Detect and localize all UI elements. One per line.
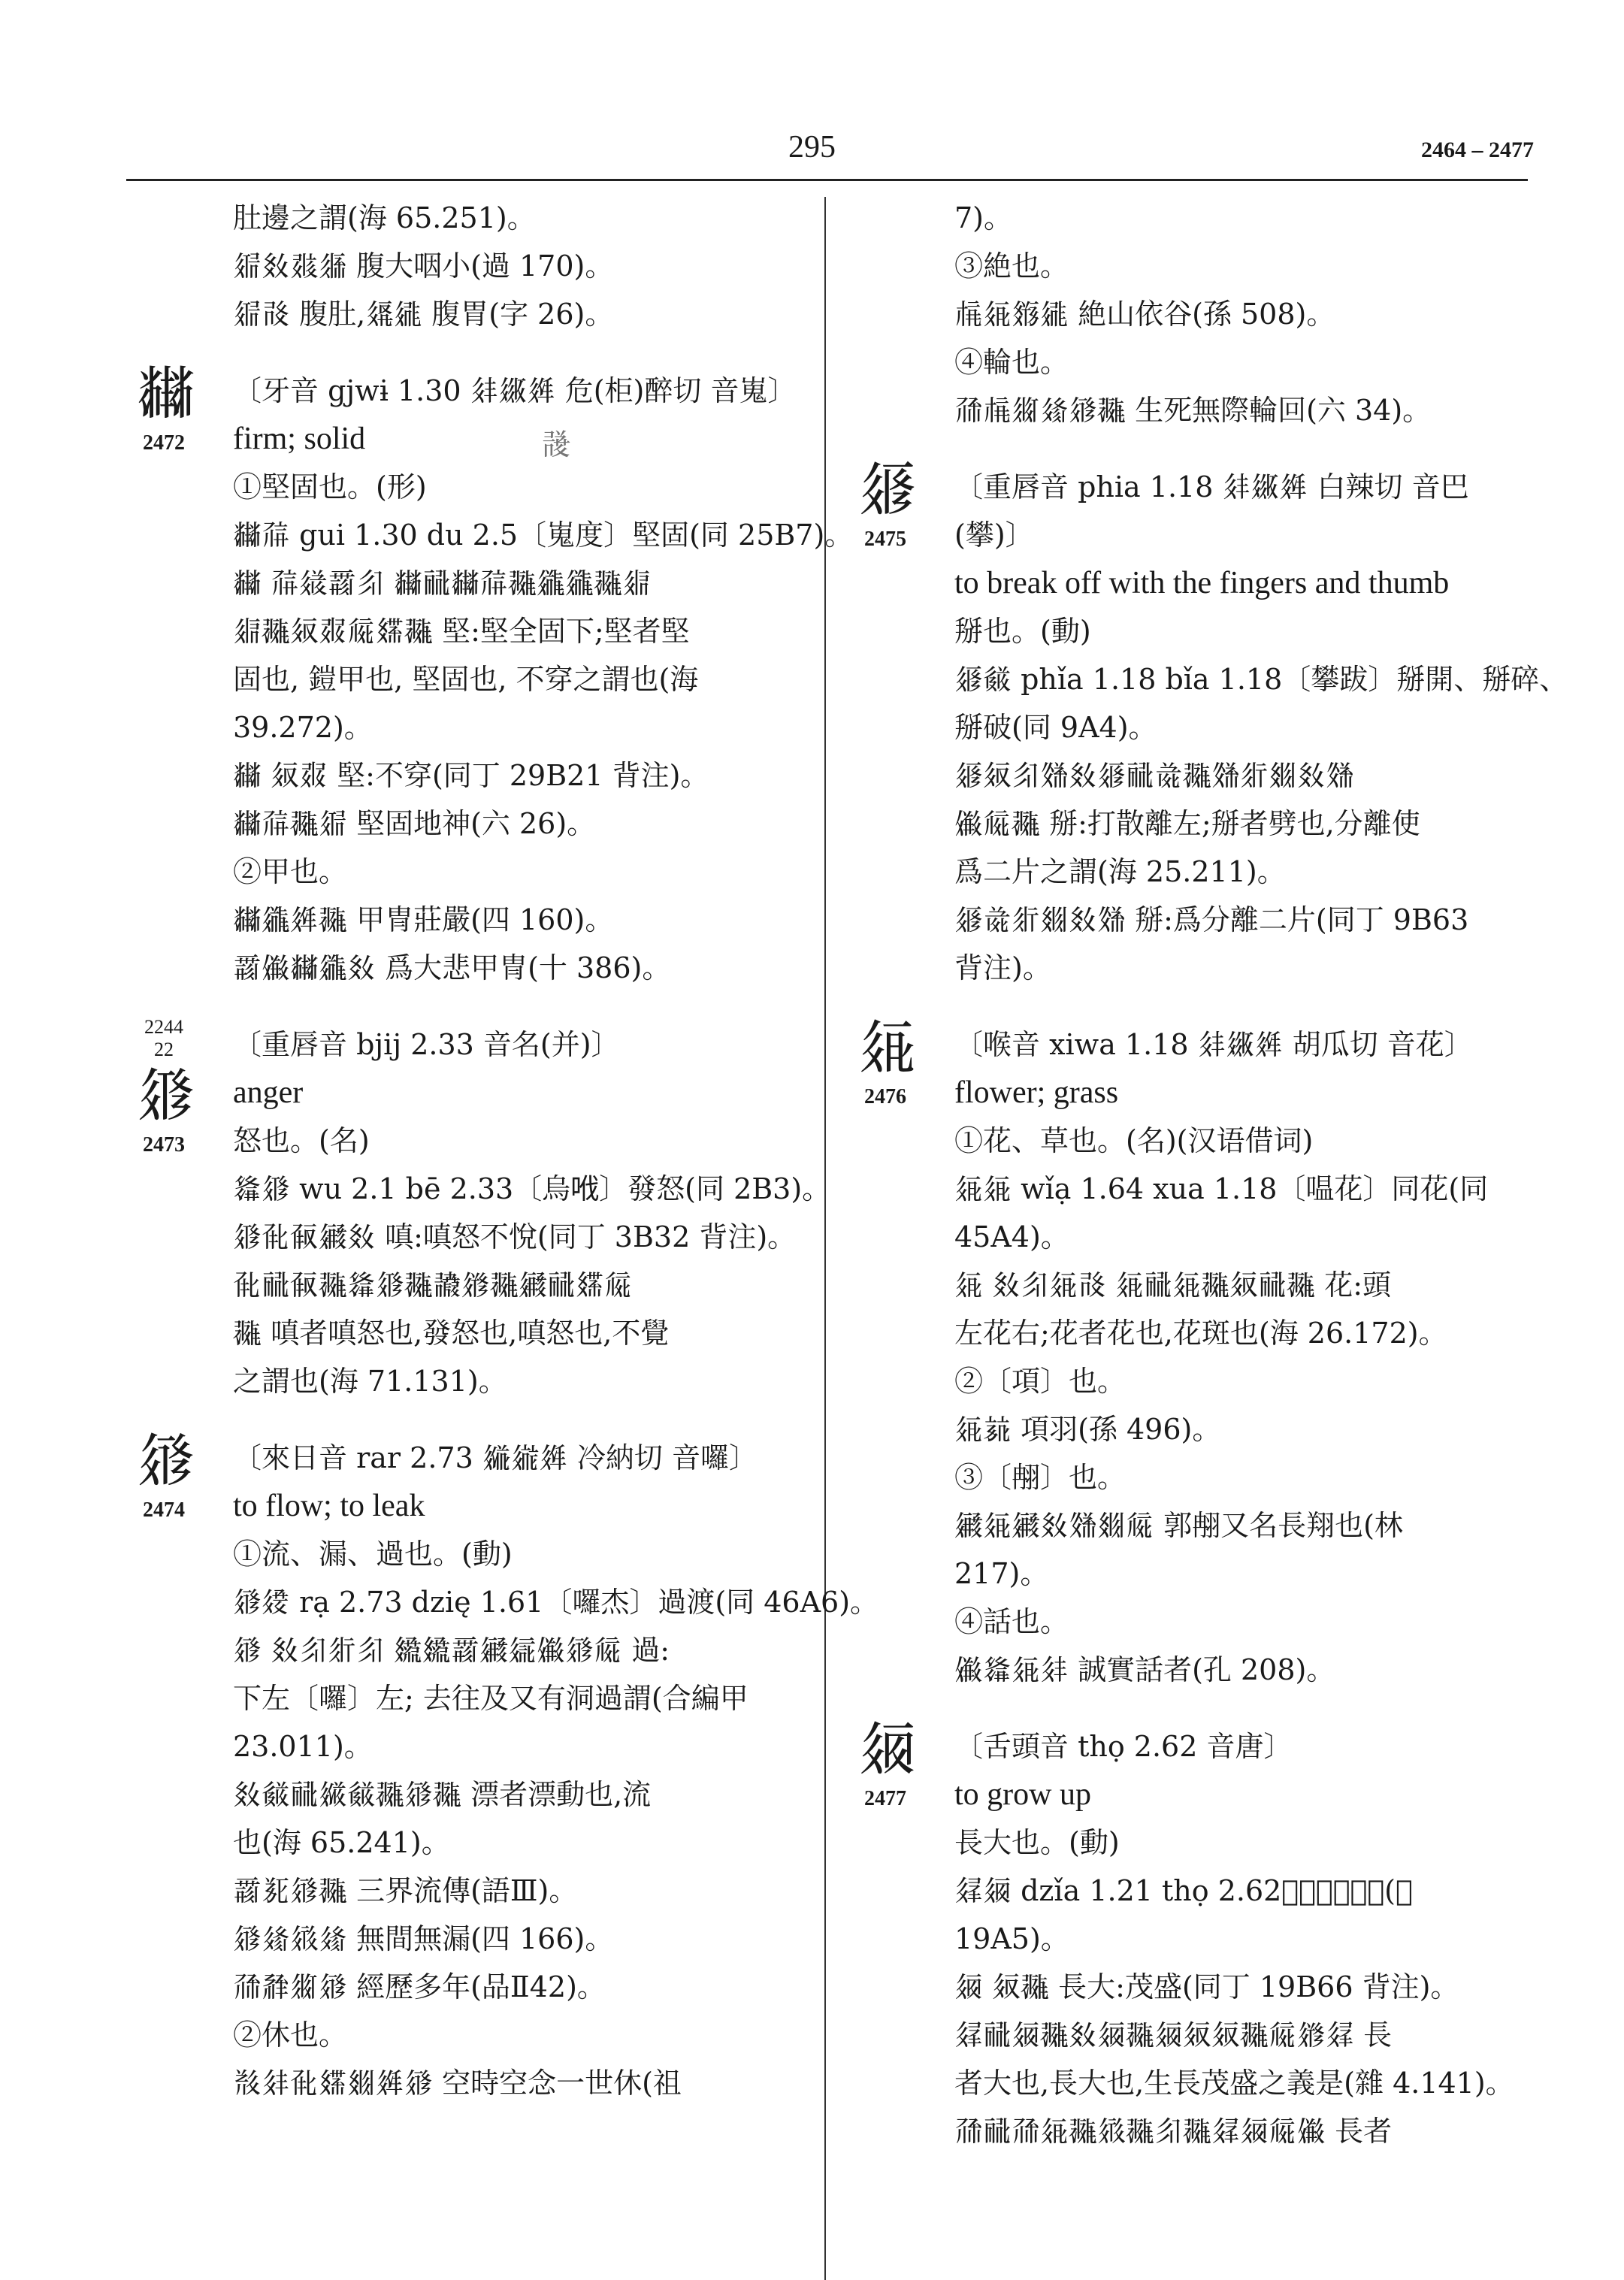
line-text: 7)。 bbox=[954, 201, 1013, 234]
line-text: 者大也,長大也,生長茂盛之義是(雜 4.141)。 bbox=[954, 2067, 1514, 2100]
headword-glyph: 𘂧 bbox=[137, 360, 196, 428]
line-text: 怒也。(名) bbox=[233, 1124, 370, 1157]
headword-glyph: 𗤅 bbox=[858, 1716, 918, 1783]
line-text: 下左〔囉〕左; 去往及又有洞過謂(合編甲 bbox=[233, 1682, 748, 1715]
line-text: 〔重唇音 bjij 2.33 音名(并)〕 bbox=[233, 1028, 620, 1061]
text-line bbox=[128, 559, 812, 607]
line-text: 𗤄𗤄 wǐạ 1.64 xua 1.18〔嗢花〕同花(同 bbox=[954, 1172, 1489, 1205]
text-line bbox=[128, 1016, 812, 1069]
line-text: 𗌮𗤁 wu 2.1 bē 2.33〔烏𠲎〕發怒(同 2B3)。 bbox=[233, 1172, 831, 1205]
line-text: 𗗙𗟻𗗙𗤄𗖵𗤻𗖵𗼃𗖵𗤮𗤅𗏁𗏹 長者 bbox=[954, 2115, 1393, 2148]
line-text: ③〔䎃〕也。 bbox=[954, 1461, 1127, 1494]
line-text: 45A4)。 bbox=[954, 1220, 1069, 1253]
handwritten-mark: 𘄍 bbox=[541, 428, 571, 461]
line-text: 〔舌頭音 thọ 2.62 音唐〕 bbox=[954, 1730, 1293, 1763]
text-line bbox=[128, 290, 812, 338]
line-text: 𘂧 𗗚𗧊𗵆𗼃 𘂧𗟻𘂧𗗚𗖵𗪟𗪟𗖵𗤋 bbox=[233, 567, 652, 600]
english-gloss: flower; grass bbox=[954, 1075, 1119, 1110]
text-line bbox=[849, 751, 1533, 800]
text-line bbox=[128, 1867, 812, 1915]
text-line bbox=[849, 1867, 1533, 1915]
text-line bbox=[128, 511, 854, 559]
line-text: ②甲也。 bbox=[233, 855, 348, 888]
entry-range: 2464 – 2477 bbox=[1421, 138, 1534, 162]
text-line bbox=[849, 559, 1533, 607]
line-text: 爲二片之謂(海 25.211)。 bbox=[954, 855, 1286, 888]
line-text: 背注)。 bbox=[954, 951, 1051, 984]
line-text: 𗏹𗌮𗤄𗢳 誠實話者(孔 208)。 bbox=[954, 1653, 1335, 1686]
line-text: 𗏹𗏁𗖵 掰:打散離左;掰者劈也,分離使 bbox=[954, 807, 1420, 840]
text-line bbox=[849, 1770, 1533, 1819]
header-rule bbox=[126, 179, 1528, 181]
headword-glyph: 𗤃 bbox=[858, 456, 918, 524]
english-gloss: firm; solid bbox=[233, 422, 366, 456]
line-text: 𘂧𗪟𗤶𗖵 甲冑莊嚴(四 160)。 bbox=[233, 903, 614, 936]
text-line bbox=[849, 511, 1533, 559]
line-text: 217)。 bbox=[954, 1557, 1049, 1590]
text-line bbox=[128, 800, 812, 848]
entry-number: 2473 bbox=[143, 1133, 185, 1157]
line-text: 𗤃𘊄 phǐa 1.18 bǐa 1.18〔攀跋〕掰開、掰碎、 bbox=[954, 663, 1568, 696]
text-line bbox=[849, 1646, 1533, 1694]
text-line bbox=[128, 1578, 879, 1626]
text-line bbox=[128, 415, 812, 463]
text-line bbox=[128, 655, 812, 703]
line-text: ①花、草也。(名)(汉语借词) bbox=[954, 1124, 1314, 1157]
headword-glyph: 𗤁 bbox=[137, 1063, 196, 1128]
text-line bbox=[128, 1261, 812, 1309]
text-line bbox=[849, 1014, 1533, 1081]
line-text: 肚邊之謂(海 65.251)。 bbox=[233, 201, 536, 234]
text-line bbox=[849, 896, 1533, 944]
entry-spacer bbox=[849, 1694, 1533, 1722]
text-line bbox=[849, 1819, 1533, 1867]
text-line bbox=[128, 1165, 831, 1213]
entry-spacer bbox=[128, 1405, 812, 1434]
line-text: (攀)〕 bbox=[954, 519, 1034, 552]
line-text: 𗗙𗴂𗼕𗤂 經歷多年(品Ⅱ42)。 bbox=[233, 1970, 606, 2003]
english-gloss: to break off with the fingers and thumb bbox=[954, 566, 1450, 600]
english-gloss: to flow; to leak bbox=[233, 1489, 425, 1523]
text-line bbox=[128, 751, 812, 800]
text-line bbox=[128, 944, 812, 992]
text-line bbox=[849, 1261, 1533, 1309]
text-line bbox=[128, 896, 812, 944]
line-text: 𘂧𗗚𗖵𗥇 堅固地神(六 26)。 bbox=[233, 807, 596, 840]
text-line bbox=[128, 848, 812, 896]
line-text: 𗥇𗰗 腹肚,𗥋𗧓 腹胃(字 26)。 bbox=[233, 298, 614, 331]
line-text: 39.272)。 bbox=[233, 711, 373, 744]
text-line bbox=[849, 290, 1533, 338]
text-line bbox=[849, 194, 1533, 242]
line-text: 𗾈𘊄𗟻𗧟𘊄𗖵𗤂𗖵 漂者漂動也,流 bbox=[233, 1778, 652, 1811]
left-column bbox=[128, 194, 879, 2107]
text-line bbox=[849, 1405, 1533, 1453]
headword-glyph: 𗤂 bbox=[137, 1427, 196, 1495]
line-text: ④話也。 bbox=[954, 1605, 1069, 1638]
text-line bbox=[849, 242, 1533, 290]
line-text: 𘃞𗢳𘆝𗿒𗾞𗤶𗤂 空時空念一世休(祖 bbox=[233, 2067, 682, 2100]
line-text: 𗪺𗤄𗪺𗾈𗽔𗾞𗏁 郭䎃又名長翔也(林 bbox=[954, 1509, 1403, 1542]
text-line bbox=[849, 1165, 1533, 1213]
text-line bbox=[849, 1357, 1533, 1405]
line-text: 𗤂𗦳𗤻𗦳 無間無漏(四 166)。 bbox=[233, 1922, 614, 1955]
text-line bbox=[849, 338, 1533, 386]
line-text: 𗤮𗤅 dzǐa 1.21 thọ 2.62〔𪼋唐〕長大(同 bbox=[954, 1874, 1413, 1907]
text-line bbox=[849, 944, 1533, 992]
text-line bbox=[128, 194, 812, 242]
line-text: 𗤂 𗾈𗼃𗼄𗼃 𗿷𗿷𗵆𗪺𗦇𗏹𗤂𗏁 過: bbox=[233, 1634, 670, 1667]
line-text: ②〔項〕也。 bbox=[954, 1365, 1127, 1398]
text-line bbox=[849, 2011, 1533, 2059]
line-text: 𗤂𗧕 rạ 2.73 dzię 1.61〔囉杰〕過渡(同 46A6)。 bbox=[233, 1586, 879, 1619]
text-line bbox=[128, 1063, 812, 1128]
line-text: 長大也。(動) bbox=[954, 1826, 1120, 1859]
text-line bbox=[128, 1482, 812, 1530]
line-text: 𘂧 𗢸𘄿 堅:不穿(同丁 29B21 背注)。 bbox=[233, 759, 709, 792]
text-line bbox=[849, 607, 1533, 655]
text-line bbox=[849, 848, 1533, 896]
line-text: 23.011)。 bbox=[233, 1730, 373, 1763]
text-line bbox=[849, 1550, 1533, 1598]
text-line bbox=[849, 386, 1533, 434]
text-line bbox=[849, 1213, 1533, 1261]
line-text: 𗤮𗟻𗤅𗖵𗾈𗤅𗖵𗤅𗢸𗢸𗖵𗏁𗧁𗤮 長 bbox=[954, 2018, 1393, 2052]
line-text: 〔來日音 rar 2.73 𗧞𗨁𗤶 冷納切 音囉〕 bbox=[233, 1441, 758, 1474]
text-line bbox=[128, 1770, 812, 1819]
line-text: 𘂧𗗚 gui 1.30 du 2.5〔嵬度〕堅固(同 25B7)。 bbox=[233, 519, 854, 552]
line-text: 𗤁𘆝𘆟𗪺𗾈 嗔:嗔怒不悅(同丁 3B32 背注)。 bbox=[233, 1220, 797, 1253]
text-line bbox=[128, 1357, 812, 1405]
text-line bbox=[128, 1674, 812, 1722]
text-line bbox=[849, 1598, 1533, 1646]
column-divider bbox=[824, 197, 826, 2280]
text-line bbox=[128, 607, 812, 655]
line-text: 𗤃𗢸𗼃𗽔𗾈𗤃𗟻𗯨𗖵𗽔𗼄𗾞𗾈𗽔 bbox=[954, 759, 1355, 792]
text-line bbox=[128, 1309, 812, 1357]
line-text: ①流、漏、過也。(動) bbox=[233, 1538, 513, 1571]
text-line bbox=[128, 1117, 812, 1165]
english-gloss: anger bbox=[233, 1075, 304, 1110]
line-text: 𗤅 𗢸𗖵 長大:茂盛(同丁 19B66 背注)。 bbox=[954, 1970, 1459, 2003]
text-line bbox=[849, 655, 1568, 703]
line-text: ③絶也。 bbox=[954, 249, 1069, 283]
text-line bbox=[849, 1117, 1533, 1165]
text-line bbox=[849, 1915, 1533, 1963]
text-line bbox=[128, 1963, 812, 2011]
line-text: 𗗙𗍫𗼕𗦳𗤂𗖵 生死無際輪回(六 34)。 bbox=[954, 394, 1432, 427]
entry-number: 2476 bbox=[864, 1085, 906, 1108]
entry-spacer bbox=[128, 992, 812, 1021]
right-column bbox=[849, 194, 1568, 2155]
text-line bbox=[849, 1453, 1533, 1501]
text-line bbox=[849, 2059, 1533, 2107]
line-text: 19A5)。 bbox=[954, 1922, 1069, 1955]
text-line bbox=[128, 463, 812, 511]
text-line bbox=[849, 1501, 1533, 1550]
line-text: 𘆝𗟻𘆟𗖵𗌮𗤁𗖵𘄒𗧁𗖵𗪺𗟻𗿒𗏁 bbox=[233, 1269, 634, 1302]
line-text: 掰也。(動) bbox=[954, 615, 1091, 648]
entry-number: 2472 bbox=[143, 431, 185, 455]
text-line bbox=[128, 1530, 812, 1578]
text-line bbox=[128, 2059, 812, 2107]
line-text: 〔喉音 xiwa 1.18 𗢳𗧻𗤶 胡瓜切 音花〕 bbox=[954, 1028, 1473, 1061]
line-text: 〔牙音 gjwɨ 1.30 𗢳𗧻𗤶 危(柜)醉切 音嵬〕 bbox=[233, 374, 797, 407]
text-line bbox=[849, 1309, 1533, 1357]
text-line bbox=[849, 800, 1533, 848]
line-text: 𗵆𗏹𘂧𗪟𗾈 爲大悲甲冑(十 386)。 bbox=[233, 951, 671, 984]
text-line bbox=[128, 1213, 812, 1261]
line-text: 固也, 鎧甲也, 堅固也, 不穿之謂也(海 bbox=[233, 663, 699, 696]
line-text: 〔重唇音 phia 1.18 𗢳𗧻𗤶 白辣切 音巴 bbox=[954, 470, 1469, 503]
line-text: 之謂也(海 71.131)。 bbox=[233, 1365, 507, 1398]
text-line bbox=[128, 2011, 812, 2059]
text-line bbox=[128, 242, 812, 290]
line-text: ②休也。 bbox=[233, 2018, 348, 2052]
cross-reference-number: 2244 22 bbox=[144, 1016, 183, 1060]
text-line bbox=[128, 360, 812, 428]
line-text: 𗤄 𗾈𗼃𗤄𗰗 𗤄𗟻𗤄𗖵𗢸𗟻𗖵 花:頭 bbox=[954, 1269, 1392, 1302]
text-line bbox=[849, 703, 1533, 751]
line-text: ①堅固也。(形) bbox=[233, 470, 427, 503]
text-line bbox=[849, 1963, 1533, 2011]
headword-glyph: 𗤄 bbox=[858, 1014, 918, 1081]
text-line bbox=[128, 1626, 812, 1674]
line-text: 也(海 65.241)。 bbox=[233, 1826, 450, 1859]
line-text: 𗍫𗤄𗾲𗧓 絶山依谷(孫 508)。 bbox=[954, 298, 1335, 331]
entry-spacer bbox=[128, 338, 812, 367]
line-text: 掰破(同 9A4)。 bbox=[954, 711, 1157, 744]
line-text: ④輪也。 bbox=[954, 346, 1069, 379]
line-text: 𗤃𗯨𗼄𗾞𗾈𗽔 掰:爲分離二片(同丁 9B63 bbox=[954, 903, 1469, 936]
page-number: 295 bbox=[788, 130, 836, 165]
line-text: 𗤄𗭪 項羽(孫 496)。 bbox=[954, 1413, 1221, 1446]
line-text: 左花右;花者花也,花斑也(海 26.172)。 bbox=[954, 1317, 1447, 1350]
line-text: 𗖵 嗔者嗔怒也,發怒也,嗔怒也,不覺 bbox=[233, 1317, 670, 1350]
line-text: 𗵆𗯩𗤂𗖵 三界流傳(語Ⅲ)。 bbox=[233, 1874, 578, 1907]
entry-spacer bbox=[849, 992, 1533, 1021]
text-line bbox=[128, 703, 812, 751]
text-line bbox=[128, 1722, 812, 1770]
english-gloss: to grow up bbox=[954, 1777, 1091, 1812]
entry-number: 2477 bbox=[864, 1787, 906, 1810]
text-line bbox=[849, 1069, 1533, 1117]
text-line bbox=[849, 456, 1533, 524]
text-line bbox=[849, 2107, 1533, 2155]
text-line bbox=[849, 1716, 1533, 1783]
line-text: 𗥇𗾈𘅍𗼓 腹大咽小(過 170)。 bbox=[233, 249, 614, 283]
text-line bbox=[128, 1819, 812, 1867]
entry-number: 2475 bbox=[864, 528, 906, 551]
text-line bbox=[128, 1915, 812, 1963]
text-line bbox=[128, 1427, 812, 1495]
entry-number: 2474 bbox=[143, 1498, 185, 1522]
line-text: 𗤋𗖵𗢸𘄿𗏁𗿒𗖵 堅:堅全固下;堅者堅 bbox=[233, 615, 690, 648]
entry-spacer bbox=[849, 434, 1533, 463]
